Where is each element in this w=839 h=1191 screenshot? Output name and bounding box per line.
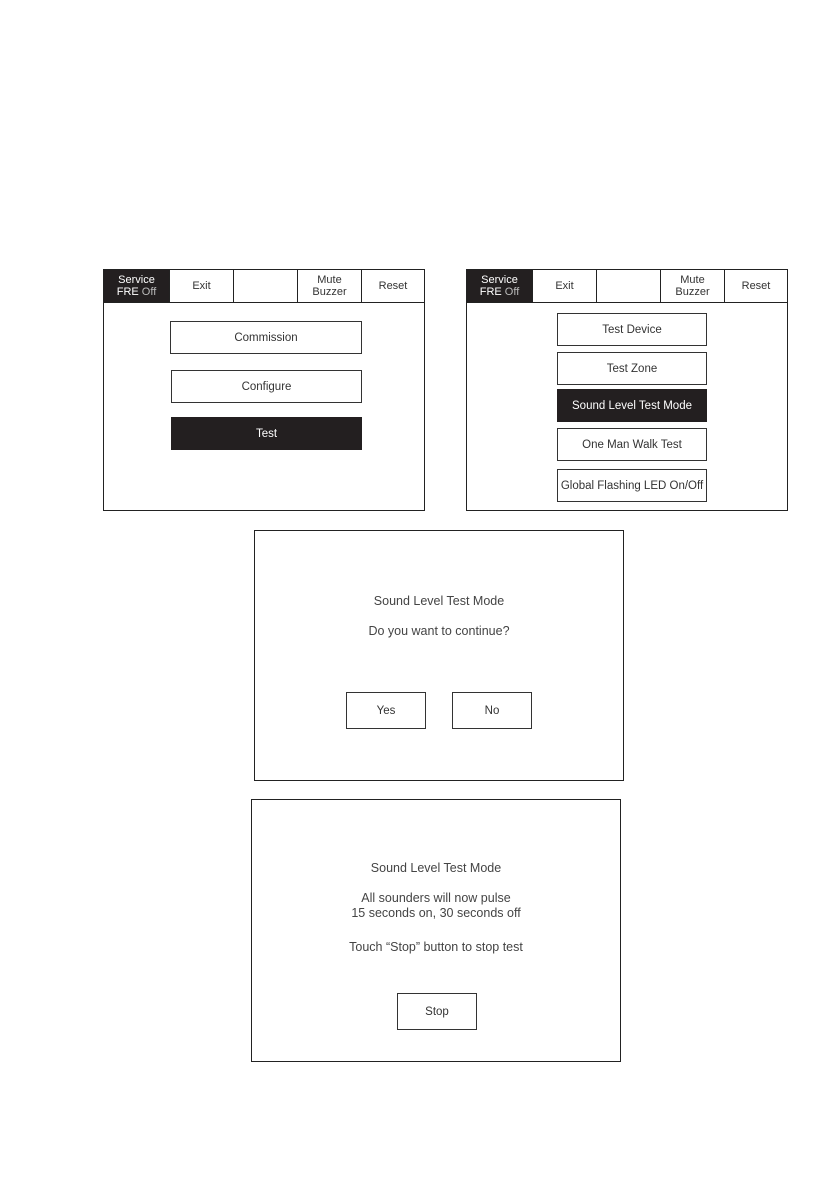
fre-label: FRE (116, 286, 139, 298)
fre-state: Off (141, 286, 157, 298)
mute-buzzer-button[interactable]: Mute Buzzer (661, 270, 725, 302)
service-label: Service (118, 274, 155, 286)
yes-button[interactable]: Yes (346, 692, 426, 729)
test-zone-button[interactable]: Test Zone (557, 352, 707, 385)
reset-button[interactable]: Reset (741, 280, 771, 292)
configure-button[interactable]: Configure (171, 370, 362, 403)
test-button[interactable]: Test (171, 417, 362, 450)
one-man-walk-test-button[interactable]: One Man Walk Test (557, 428, 707, 461)
running-title: Sound Level Test Mode (370, 861, 502, 875)
screen-test-menu (466, 269, 788, 511)
screen-main-menu (103, 269, 425, 511)
mute-buzzer-button[interactable]: Mute Buzzer (298, 270, 362, 302)
top-bar (467, 270, 787, 303)
sound-level-test-mode-button[interactable]: Sound Level Test Mode (557, 389, 707, 422)
screen-test-running (251, 799, 621, 1062)
dialog-question: Do you want to continue? (368, 624, 510, 638)
no-button[interactable]: No (452, 692, 532, 729)
screen-confirm-dialog (254, 530, 624, 781)
test-device-button[interactable]: Test Device (557, 313, 707, 346)
service-fre-button[interactable] (467, 270, 533, 302)
fre-state: Off (504, 286, 520, 298)
fre-label: FRE (479, 286, 502, 298)
dialog-title: Sound Level Test Mode (373, 594, 505, 608)
blank-cell (234, 270, 298, 302)
exit-button[interactable]: Exit (170, 270, 234, 302)
running-instruction: Touch “Stop” button to stop test (349, 940, 523, 954)
running-line-1: All sounders will now pulse (361, 891, 511, 905)
service-label: Service (481, 274, 518, 286)
exit-button[interactable]: Exit (533, 270, 597, 302)
blank-cell (597, 270, 661, 302)
stop-button[interactable]: Stop (397, 993, 477, 1030)
service-fre-button[interactable] (104, 270, 170, 302)
commission-button[interactable]: Commission (170, 321, 362, 354)
global-flashing-led-button[interactable]: Global Flashing LED On/Off (557, 469, 707, 502)
reset-button[interactable]: Reset (378, 280, 408, 292)
running-line-2: 15 seconds on, 30 seconds off (351, 906, 521, 920)
top-bar (104, 270, 424, 303)
